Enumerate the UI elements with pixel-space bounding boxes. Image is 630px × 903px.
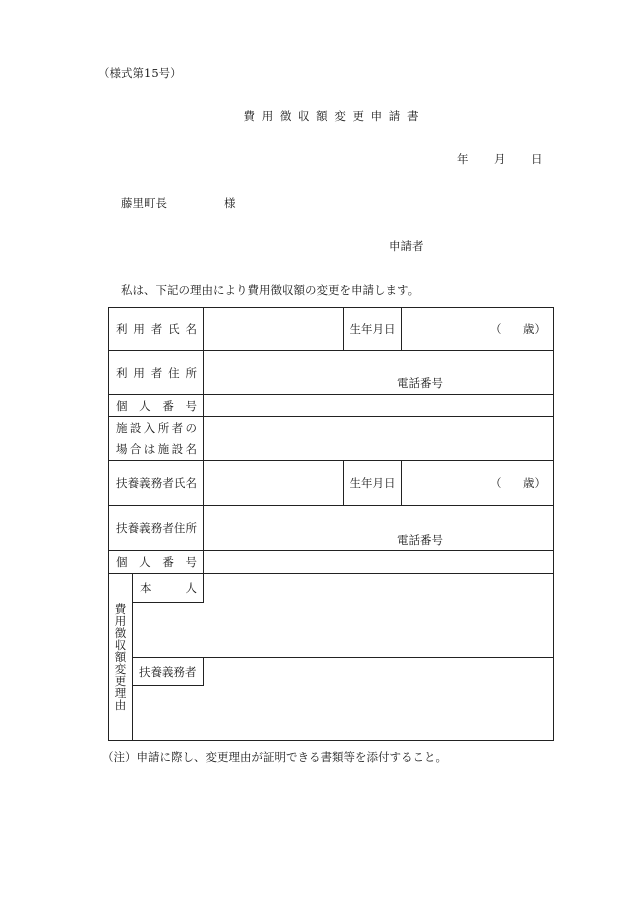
guardian-age-unit: 歳） [523, 476, 546, 490]
document-title: 費 用 徴 収 額 変 更 申 請 書 [243, 109, 419, 123]
user-birthdate-field [402, 308, 553, 351]
guardian-personal-number-label-cell [109, 551, 204, 574]
guardian-birthdate-label: 生年月日 [349, 476, 396, 490]
applicant-label: 申請者 [389, 239, 424, 253]
facility-name-label-cell [109, 417, 204, 461]
change-reason-label-cell [109, 574, 133, 740]
guardian-name-label: 扶養義務者氏名 [116, 476, 197, 490]
date-day-label: 日 [531, 152, 543, 166]
user-age-open-paren: （ [490, 322, 502, 336]
guardian-reason-label-box [133, 658, 204, 686]
user-birthdate-label-cell [344, 308, 402, 351]
user-birthdate-label: 生年月日 [349, 322, 396, 336]
facility-name-label [116, 418, 197, 460]
guardian-name-field [204, 461, 344, 506]
user-address-label-cell [109, 351, 204, 395]
guardian-age-open-paren: （ [490, 476, 502, 490]
user-name-label-cell [109, 308, 204, 351]
facility-name-field [204, 417, 553, 461]
date-year-label: 年 [457, 152, 469, 166]
self-reason-label-box [133, 574, 204, 603]
guardian-phone-label: 電話番号 [397, 533, 443, 547]
form-number: （様式第15号） [98, 66, 182, 80]
change-reason-label: 費用徴収額変更理由 [113, 603, 128, 711]
guardian-personal-number-field [204, 551, 553, 574]
user-personal-number-label: 個 人 番 号 [116, 398, 197, 413]
user-name-label: 利 用 者 氏 名 [116, 322, 197, 336]
addressee-name: 藤里町長 [121, 196, 167, 210]
user-address-label: 利 用 者 住 所 [116, 365, 197, 380]
guardian-reason-label: 扶養義務者 [139, 664, 197, 679]
user-name-field [204, 308, 344, 351]
user-address-field [204, 351, 553, 395]
user-personal-number-label-cell [109, 395, 204, 417]
date-month-label: 月 [494, 152, 506, 166]
application-table [108, 307, 554, 741]
guardian-address-label: 扶養義務者住所 [116, 521, 197, 535]
guardian-birthdate-field [402, 461, 553, 506]
facility-name-label-line-1: 施設入所者の [116, 420, 197, 435]
guardian-name-label-cell [109, 461, 204, 506]
user-personal-number-field [204, 395, 553, 417]
facility-name-label-line-2: 場合は施設名 [116, 441, 197, 456]
user-phone-label: 電話番号 [397, 376, 443, 390]
addressee-honorific: 様 [224, 196, 236, 210]
user-age-unit: 歳） [523, 322, 546, 336]
guardian-personal-number-label: 個 人 番 号 [116, 555, 197, 569]
guardian-birthdate-label-cell [344, 461, 402, 506]
guardian-address-field [204, 506, 553, 551]
attachment-note: （注）申請に際し、変更理由が証明できる書類等を添付すること。 [102, 750, 447, 764]
application-statement: 私は、下記の理由により費用徴収額の変更を申請します。 [121, 283, 420, 297]
self-reason-label: 本 人 [140, 581, 197, 595]
guardian-address-label-cell [109, 506, 204, 551]
